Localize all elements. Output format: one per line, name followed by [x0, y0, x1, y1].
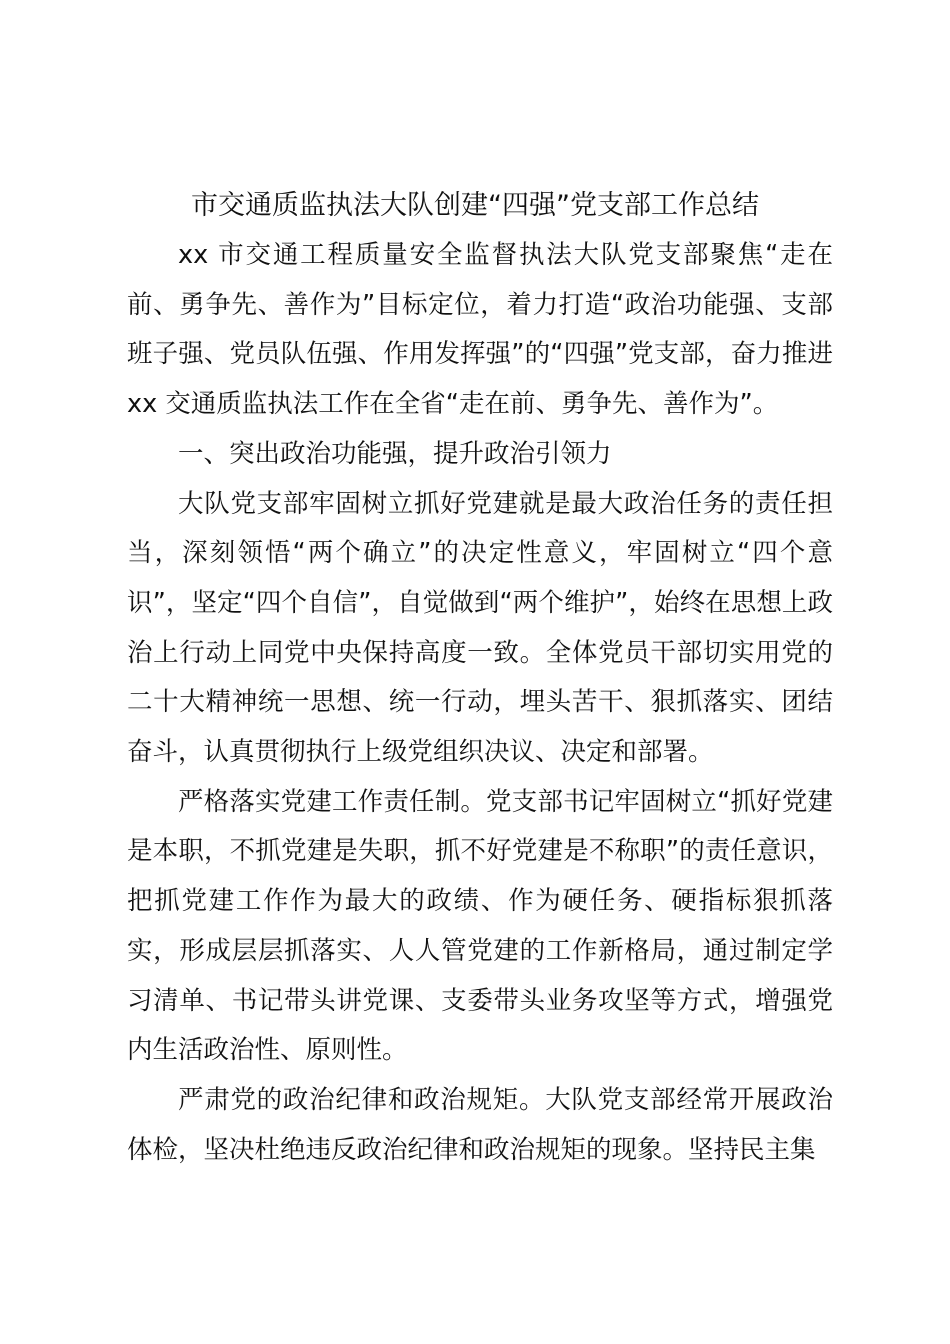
intro-paragraph: xx 市交通工程质量安全监督执法大队党支部聚焦“走在前、勇争先、善作为”目标定位，着力打造“政治功能强、支部班子强、党员队伍强、作用发挥强”的“四强”党支部，奋力推进 xx 交通质监执法工作在全省“走在前、勇争先、善作为”。	[127, 240, 833, 420]
body-paragraph: 严格落实党建工作责任制。党支部书记牢固树立“抓好党建是本职，不抓党建是失职，抓不好党建是不称职”的责任意识，把抓党建工作作为最大的政绩、作为硬任务、硬指标狠抓落实，形成层层抓落实、人人管党建的工作新格局，通过制定学习清单、书记带头讲党课、支委带头业务攻坚等方式，增强党内生活政治性、原则性。	[127, 786, 833, 1066]
body-paragraph: 大队党支部牢固树立抓好党建就是最大政治任务的责任担当，深刻领悟“两个确立”的决定性意义，牢固树立“四个意识”，坚定“四个自信”，自觉做到“两个维护”，始终在思想上政治上行动上同党中央保持高度一致。全体党员干部切实用党的二十大精神统一思想、统一行动，埋头苦干、狠抓落实、团结奋斗，认真贯彻执行上级党组织决议、决定和部署。	[127, 488, 833, 768]
document-body	[127, 231, 833, 1175]
document-title: 市交通质监执法大队创建“四强”党支部工作总结	[191, 190, 759, 221]
body-paragraph: 严肃党的政治纪律和政治规矩。大队党支部经常开展政治体检，坚决杜绝违反政治纪律和政治规矩的现象。坚持民主集	[127, 1084, 833, 1165]
section-heading: 一、突出政治功能强，提升政治引领力	[178, 438, 612, 469]
